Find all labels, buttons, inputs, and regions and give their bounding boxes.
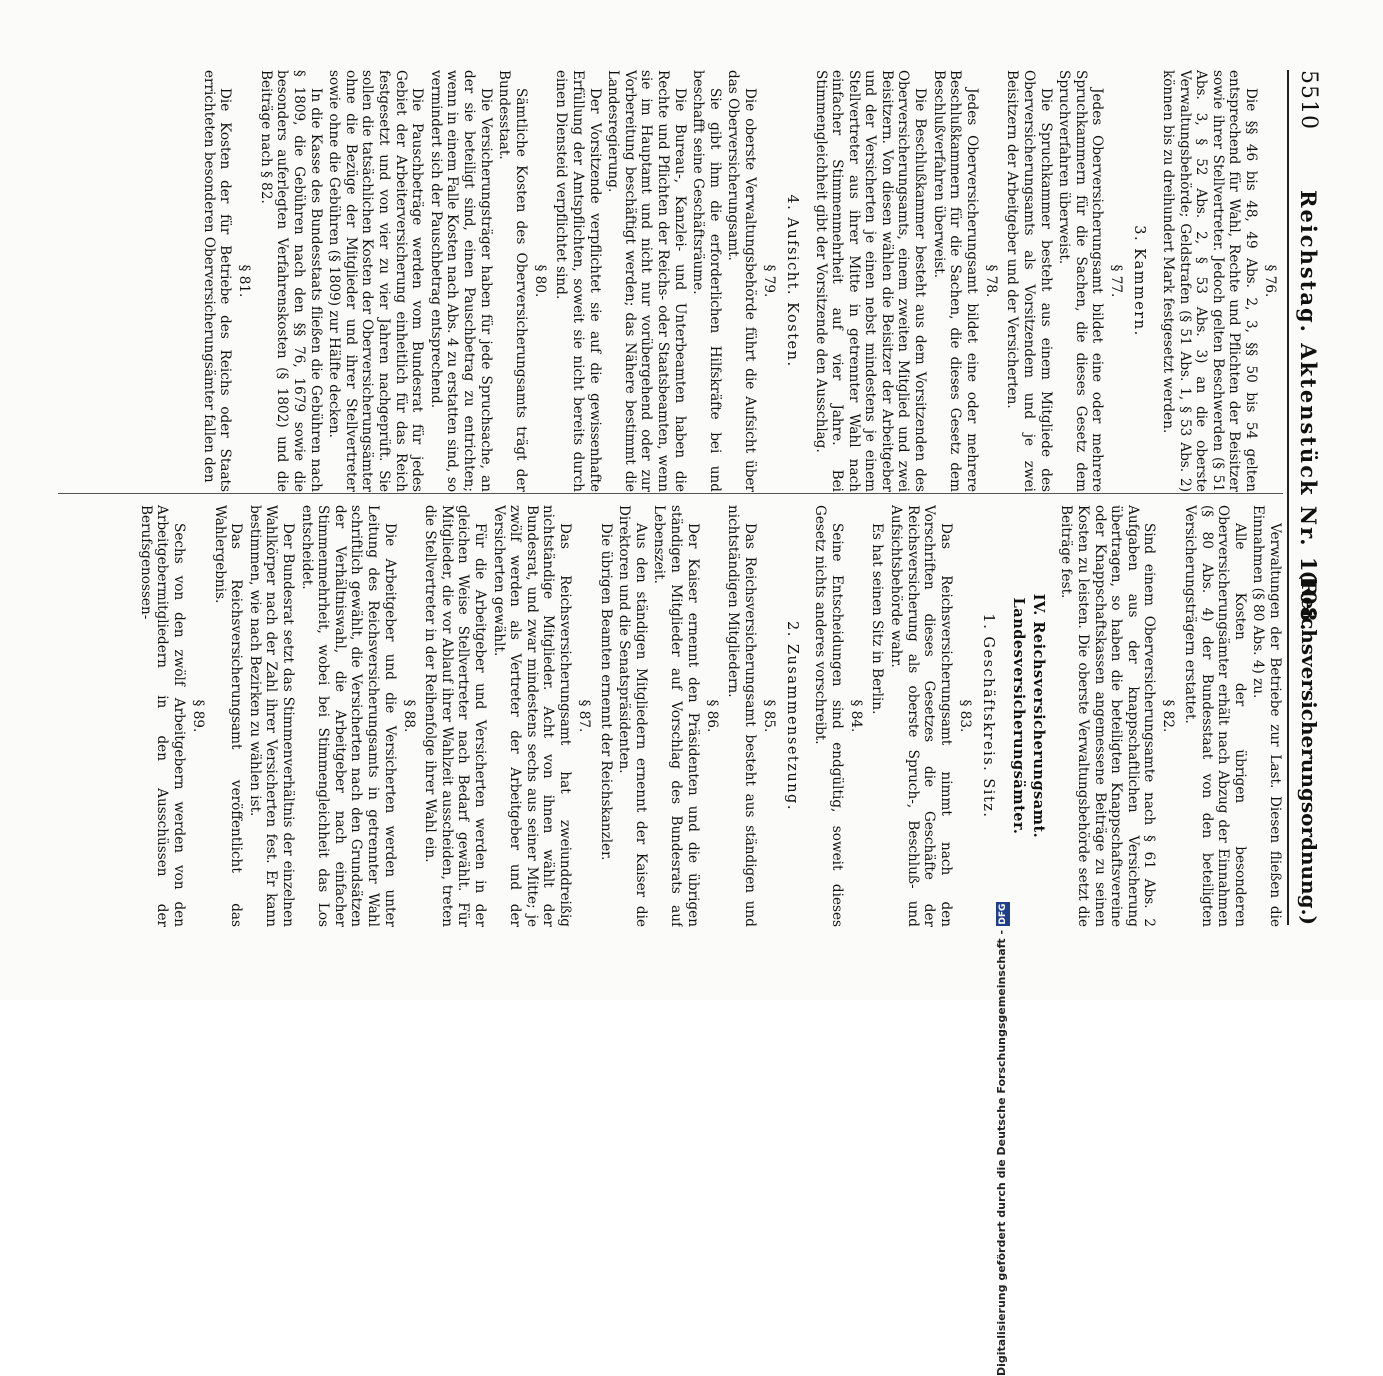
paragraph: Die Kosten der für Betriebe des Reichs oder Staats errichteten besonderen Oberversicherungsämter fallen den: [200, 70, 234, 492]
section-number: § 86.: [703, 699, 720, 733]
digitization-credit: [995, 902, 1010, 1376]
section-heading: IV. Reichsversicherungsamt. Landesversicherungsämter.: [1009, 593, 1047, 839]
paragraph: Jedes Oberversicherungsamt bildet eine oder mehrere Spruchkammern für die Sachen, die dieses Gesetz dem Spruchverfahren überweist.: [1056, 70, 1106, 492]
left-column: [58, 70, 1283, 492]
paragraph: Sie gibt ihm die erforderlichen Hilfskräfte bei und beschafft seine Geschäftsräume.: [690, 70, 723, 492]
section-number: § 85.: [760, 699, 777, 733]
credit-text: Digitalisierung gefördert durch die Deutsche Forschungsgemeinschaft -: [995, 929, 1008, 1376]
section-number: § 78.: [982, 264, 999, 298]
right-column: [58, 505, 1283, 927]
paragraph: Das Reichsversicherungsamt nimmt nach den Vorschriften dieses Gesetzes die Geschäfte der Reichsversicherung als oberste Spruch-, Beschluß- und Aufsichtsbehörde wahr.: [888, 505, 954, 927]
paragraph: Die Versicherungsträger haben für jede Spruchsache, an der sie beteiligt sind, einen Pauschbetrag zu entrichten; wenn in einem Falle Kosten nach Abs. 4 zu erstatten sind, so vermindert sich der Pauschbetrag entsprechend.: [427, 70, 494, 492]
section-number: § 83.: [956, 699, 973, 733]
header-subtitle: (Reichsversicherungsordnung.): [1297, 570, 1321, 925]
paragraph: Die §§ 46 bis 48, 49 Abs. 2, 3, §§ 50 bis 54 gelten entsprechend für Wahl, Rechte und Pflichten der Beisitzer sowie ihrer Stellvertreter. Jedoch gelten Beschwerden (§ 51 Abs. 3, § 52 Abs. 2, § 53 Abs. 3) an die oberste Verwaltungsbehörde; Geldstrafen (§ 51 Abs. 1, § 53 Abs. 2) können bis zu dreihundert Mark festgesetzt werden.: [1160, 70, 1259, 492]
paragraph: Die übrigen Beamten ernennt der Reichskanzler.: [597, 523, 614, 861]
paragraph: Es hat seinen Sitz in Berlin.: [869, 523, 886, 715]
column-divider: [58, 493, 1283, 494]
paragraph: Die Beschlußkammer besteht aus dem Vorsitzenden des Oberversicherungsamts, einem zweiten Mitglied und zwei Beisitzern. Von diesen wählen die Beisitzer der Arbeitgeber und der Versicherten je einen nebst mindestens je einem Stellvertreter aus ihrer Mitte in getrennter Wahl nach einfacher Stimmenmehrheit auf vier Jahre. Bei Stimmengleichheit gibt der Vorsitzende den Ausschlag.: [812, 70, 929, 492]
section-number: § 88.: [400, 699, 417, 733]
paragraph: Sechs von den zwölf Arbeitgebern werden von den Arbeitgebermitgliedern in den Ausschüssen der Berufsgenossen-: [137, 505, 188, 927]
section-number: § 82.: [1160, 699, 1177, 733]
paragraph: Sämtliche Kosten des Oberversicherungsamts trägt der Bundesstaat.: [496, 70, 529, 492]
paragraph: Verwaltungen der Betriebe zur Last. Diesen fließen die Einnahmen (§ 80 Abs. 4) zu.: [1250, 505, 1283, 927]
section-number: § 87.: [575, 699, 592, 733]
paragraph: Die Pauschbeträge werden vom Bundesrat für jedes Gebiet der Arbeiterversicherung einheitlich für das Reich festgesetzt und von vier zu vier Jahren nachgeprüft. Sie sollen die tatsächlichen Kosten der Oberversicherungsämter ohne die Bezüge der Mitglieder und ihrer Stellvertreter sowie ohne die Gebühren (§ 1809) zur Hälfte decken.: [326, 70, 426, 492]
paragraph: Aus den ständigen Mitgliedern ernennt der Kaiser die Direktoren und die Senatspräsidenten.: [616, 505, 649, 927]
section-number: § 76.: [1262, 264, 1278, 298]
paragraph: Jedes Oberversicherungsamt bildet eine oder mehrere Beschlußkammern für die Sachen, die dieses Gesetz dem Beschlußverfahren überweist.: [930, 70, 980, 492]
paragraph: Das Reichsversicherungsamt besteht aus ständigen und nichtständigen Mitgliedern.: [725, 505, 758, 927]
header-title: Reichstag. Aktenstück Nr. 1108.: [1296, 190, 1321, 633]
section-heading: 4. Aufsicht. Kosten.: [783, 194, 800, 368]
section-number: § 77.: [1108, 264, 1125, 298]
section-number: § 81.: [236, 264, 253, 298]
paragraph: In die Kasse des Bundesstaats fließen die Gebühren nach § 1809, die Gebühren nach den §§ 76, 1679 sowie die besonders auferlegten Verfahrenskosten (§ 1802) und die Beiträge nach § 82.: [257, 70, 324, 492]
paragraph: Das Reichsversicherungsamt veröffentlicht das Wahlergebnis.: [211, 505, 245, 927]
paragraph: Der Bundesrat setzt das Stimmenverhältnis der einzelnen Wahlkörper nach der Zahl ihrer Versicherten fest. Er kann bestimmen, wie nach Bezirken zu wählen ist.: [246, 505, 297, 927]
section-heading: 1. Geschäftskreis. Sitz.: [979, 613, 996, 819]
dfg-logo: DFG: [998, 903, 1008, 925]
section-number: § 79.: [760, 264, 777, 298]
paragraph: Die Spruchkammer besteht aus einem Mitgliede des Oberversicherungsamts als Vorsitzendem und je zwei Beisitzern der Arbeitgeber und der Versicherten.: [1004, 70, 1054, 492]
paragraph: Das Reichsversicherungsamt hat zweiunddreißig nichtständige Mitglieder. Acht von ihnen wählt der Bundesrat, und zwar mindestens sechs aus seiner Mitte; je zwölf werden als Vertreter der Arbeitgeber und der Versicherten gewählt.: [490, 505, 573, 927]
section-number: § 80.: [531, 264, 548, 298]
paragraph: Der Kaiser ernennt den Präsidenten und die übrigen ständigen Mitglieder auf Vorschlag des Bundesrats auf Lebenszeit.: [651, 505, 701, 927]
paragraph: Sind einem Oberversicherungsamte nach § 61 Abs. 2 Aufgaben aus der knappschaftlichen Versicherung übertragen, so haben die beteiligten Knappschaftsvereine oder Knappschaftskassen angemessene Beiträge zu seinen Kosten zu leisten. Die oberste Verwaltungsbehörde setzt die Beiträge fest.: [1058, 505, 1158, 927]
paragraph: Die oberste Verwaltungsbehörde führt die Aufsicht über das Oberversicherungsamt.: [725, 70, 758, 492]
paragraph: Die Arbeitgeber und die Versicherten werden unter Leitung des Reichsversicherungsamts in getrennter Wahl schriftlich gewählt, die Versicherten nach den Grundsätzen der Verhältniswahl, die Arbeitgeber nach einfacher Stimmenmehrheit, wobei bei Stimmengleichheit das Los entscheidet.: [298, 505, 398, 927]
section-heading: 2. Zusammensetzung.: [783, 621, 800, 811]
header-rule: [1287, 70, 1289, 925]
page-number: 5510: [1296, 70, 1321, 130]
paragraph: Für die Arbeitgeber und Versicherten werden in der gleichen Weise Stellvertreter nach Bedarf gewählt. Für Mitglieder, die vor Ablauf ihrer Wahlzeit ausscheiden, treten die Stellvertreter in der Reihenfolge ihrer Wahl ein.: [422, 505, 488, 927]
section-heading: 3. Kammern.: [1131, 225, 1148, 337]
page-header: [1293, 70, 1323, 925]
paragraph: Der Vorsitzende verpflichtet sie auf die gewissenhafte Erfüllung der Amtspflichten, soweit sie nicht bereits durch einen Diensteid verpflichtet sind.: [553, 70, 603, 492]
paragraph: Die Bureau-, Kanzlei- und Unterbeamten haben die Rechte und Pflichten der Reichs- oder Staatsbeamten, wenn sie im Hauptamt und nicht nur vorübergehend oder zur Vorbereitung beschäftigt werden; das Nähere bestimmt die Landesregierung.: [605, 70, 688, 492]
section-number: § 89.: [190, 699, 207, 733]
paragraph: Alle Kosten der übrigen besonderen Oberversicherungsämter erhält nach Abzug der Einnahmen (§ 80 Abs. 4) der Bundesstaat von den beteiligten Versicherungsträgern erstattet.: [1182, 505, 1248, 927]
paragraph: Seine Entscheidungen sind endgültig, soweit dieses Gesetz nichts anderes vorschreibt.: [812, 505, 845, 927]
section-number: § 84.: [847, 699, 864, 733]
